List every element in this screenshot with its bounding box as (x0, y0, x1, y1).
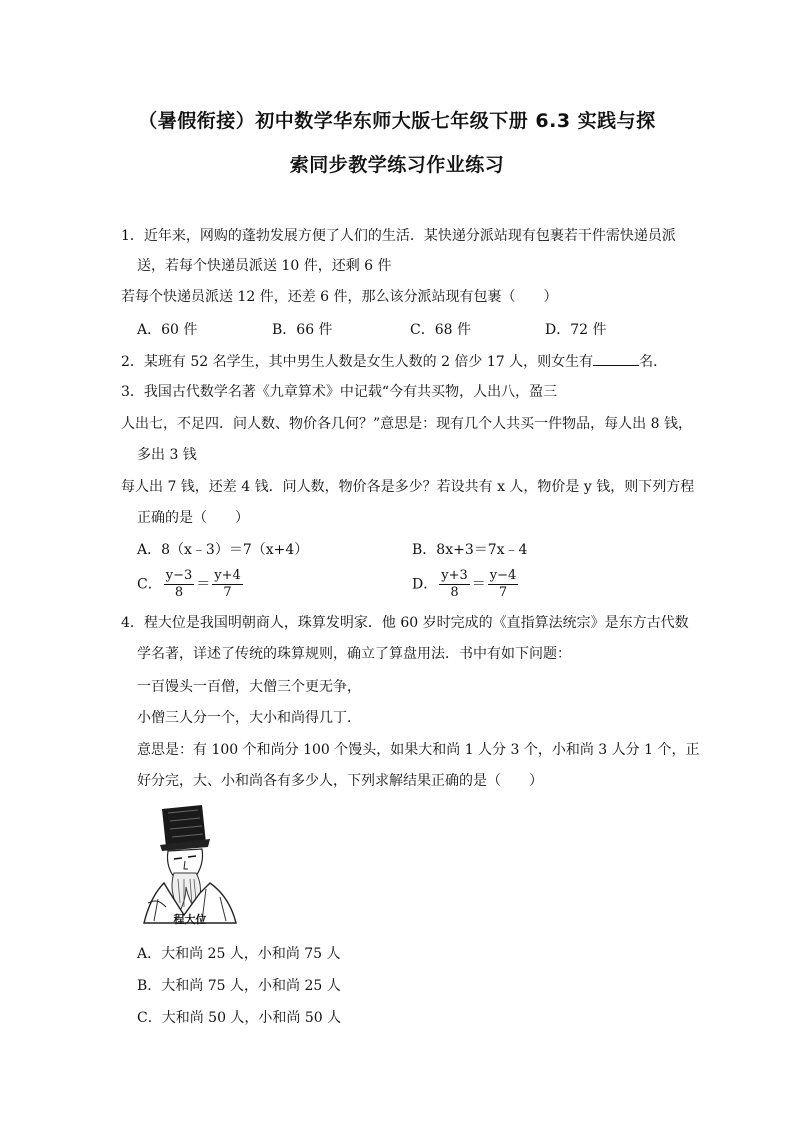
q3-option-d-left-fraction (439, 568, 470, 601)
q4-option-a: A．大和尚 25 人，小和尚 75 人 (137, 946, 341, 962)
q3-option-c-label: C． (137, 576, 162, 593)
q3-text-line-5: 正确的是（ ） (137, 510, 249, 526)
q3-option-c-right-fraction (212, 568, 243, 601)
portrait-caption: 程大位 (173, 913, 207, 926)
q3-option-d-label: D． (412, 576, 438, 593)
q3-option-d-right-fraction (488, 568, 519, 601)
fraction-numerator: y−4 (489, 568, 517, 583)
q1-text-line-1: 1．近年来，网购的蓬勃发展方便了人们的生活．某快递分派站现有包裹若干件需快递员派 (121, 228, 676, 244)
q4-text-line-1: 4．程大位是我国明朝商人，珠算发明家．他 60 岁时完成的《直指算法统宗》是东方古代数 (121, 615, 689, 631)
q4-option-b: B．大和尚 75 人，小和尚 25 人 (137, 978, 341, 994)
q1-text-line-3: 若每个快递员派送 12 件，还差 6 件，那么该分派站现有包裹（ ） (121, 289, 558, 305)
q3-text-line-1: 3．我国古代数学名著《九章算术》中记载“今有共买物，人出八，盈三 (121, 384, 558, 400)
q1-option-c: C．68 件 (410, 322, 471, 338)
q1-text-line-2: 送，若每个快递员派送 10 件，还剩 6 件 (137, 258, 392, 274)
q3-option-d (412, 568, 520, 601)
fraction-numerator: y+4 (214, 568, 241, 583)
q4-text-line-5: 意思是：有 100 个和尚分 100 个馒头，如果大和尚 1 人分 3 个，小和尚 3 人分 1 个，正 (137, 742, 700, 758)
q1-option-b: B．66 件 (272, 322, 333, 338)
q3-option-b: B．8x+3＝7x﹣4 (412, 542, 528, 558)
cheng-dawei-portrait (140, 803, 240, 931)
equals-sign: ＝ (471, 576, 486, 593)
fraction-denominator: 8 (174, 585, 184, 600)
fraction-numerator: y+3 (441, 568, 468, 583)
q3-text-line-4: 每人出 7 钱，还差 4 钱．问人数，物价各是多少？若设共有 x 人，物价是 y 钱，则下列方程 (121, 479, 695, 495)
q4-option-c: C．大和尚 50 人，小和尚 50 人 (137, 1010, 342, 1026)
q4-text-line-3: 一百馒头一百僧，大僧三个更无争， (137, 679, 361, 695)
q2-text-after: 名． (639, 354, 668, 370)
q4-text-line-6: 好分完，大、小和尚各有多少人，下列求解结果正确的是（ ） (137, 773, 543, 789)
fraction-denominator: 7 (223, 585, 232, 600)
q2-text (121, 351, 667, 372)
q1-option-d: D．72 件 (545, 322, 607, 338)
q1-option-a: A．60 件 (137, 322, 198, 338)
fraction-denominator: 8 (450, 585, 459, 600)
fraction-numerator: y−3 (165, 568, 193, 583)
fraction-denominator: 7 (498, 585, 508, 600)
q3-option-a: A．8（x﹣3）＝7（x+4） (137, 542, 309, 558)
document-title-line-2: 索同步教学练习作业练习 (289, 154, 505, 176)
equals-sign: ＝ (196, 576, 211, 593)
q3-text-line-3: 多出 3 钱 (137, 447, 197, 463)
q3-text-line-2: 人出七，不足四．问人数、物价各几何？”意思是：现有几个人共买一件物品，每人出 8 钱， (121, 416, 692, 432)
q2-text-before: 2．某班有 52 名学生，其中男生人数是女生人数的 2 倍少 17 人，则女生有 (121, 354, 594, 370)
q2-answer-blank (593, 351, 639, 366)
q4-text-line-4: 小僧三人分一个，大小和尚得几丁． (137, 710, 361, 726)
document-title-line-1: （暑假衔接）初中数学华东师大版七年级下册 6.3 实践与探 (138, 110, 656, 132)
q4-text-line-2: 学名著，详述了传统的珠算规则，确立了算盘用法．书中有如下问题： (137, 646, 571, 662)
q3-option-c (137, 568, 245, 601)
q3-option-c-left-fraction (164, 568, 195, 601)
